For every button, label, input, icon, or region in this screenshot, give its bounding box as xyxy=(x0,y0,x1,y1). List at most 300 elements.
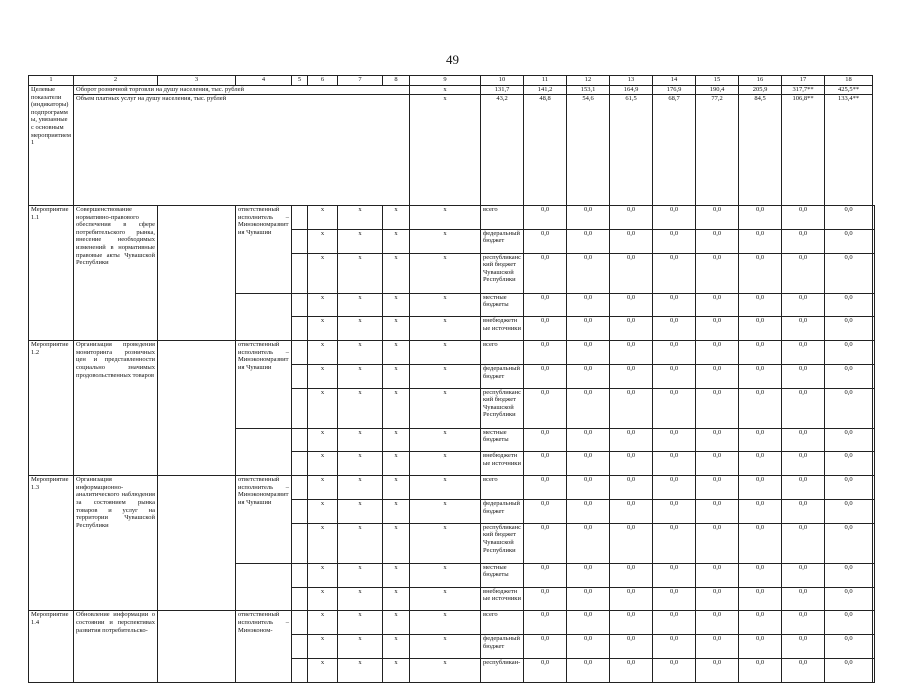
code-x: x xyxy=(410,563,481,587)
code-x: x xyxy=(308,341,338,365)
funding-value: 0,0 xyxy=(696,523,739,563)
column-number: 8 xyxy=(383,76,410,86)
indicator-value: 164,9 xyxy=(610,86,653,95)
program-table xyxy=(28,75,875,683)
column-number: 16 xyxy=(739,76,782,86)
code-x: x xyxy=(338,635,383,659)
funding-source: республикан- xyxy=(481,658,524,682)
funding-value: 0,0 xyxy=(782,587,825,611)
code-x: x xyxy=(410,523,481,563)
funding-value: 0,0 xyxy=(653,341,696,365)
funding-value: 0,0 xyxy=(696,658,739,682)
code-x: x xyxy=(308,587,338,611)
code-cell xyxy=(292,587,308,611)
funding-value: 0,0 xyxy=(825,500,873,524)
indicator-value: 141,2 xyxy=(524,86,567,95)
indicator-value: 190,4 xyxy=(696,86,739,95)
funding-value: 0,0 xyxy=(653,452,696,476)
funding-value xyxy=(873,341,875,365)
funding-value: 0,0 xyxy=(653,428,696,452)
funding-value: 0,0 xyxy=(696,317,739,341)
funding-value: 0,0 xyxy=(653,229,696,253)
funding-value xyxy=(873,611,875,635)
funding-value xyxy=(873,635,875,659)
funding-value: 0,0 xyxy=(610,388,653,428)
indicator-value: 84,5 xyxy=(739,95,782,206)
code-x: x xyxy=(338,341,383,365)
code-x: x xyxy=(383,364,410,388)
column-number: 10 xyxy=(481,76,524,86)
code-x: x xyxy=(383,317,410,341)
funding-value: 0,0 xyxy=(739,635,782,659)
code-x: x xyxy=(383,253,410,293)
funding-value: 0,0 xyxy=(825,206,873,230)
indicator-value: 48,8 xyxy=(524,95,567,206)
funding-value: 0,0 xyxy=(567,229,610,253)
funding-value: 0,0 xyxy=(782,253,825,293)
indicator-name: Оборот розничной торговли на душу населения, тыс. рублей xyxy=(74,86,410,95)
code-x: x xyxy=(308,364,338,388)
measure-responsible-empty xyxy=(236,563,292,611)
funding-value: 0,0 xyxy=(524,229,567,253)
measure-responsible: ответственный исполнитель – Минэкономразвития Чувашии xyxy=(236,476,292,564)
column-number: 4 xyxy=(236,76,292,86)
column-number: 3 xyxy=(158,76,236,86)
funding-value: 0,0 xyxy=(739,658,782,682)
code-x: x xyxy=(338,500,383,524)
funding-value: 0,0 xyxy=(825,428,873,452)
indicator-value: 77,2 xyxy=(696,95,739,206)
funding-value: 0,0 xyxy=(567,658,610,682)
code-x: x xyxy=(308,229,338,253)
funding-value: 0,0 xyxy=(825,563,873,587)
funding-value: 0,0 xyxy=(653,364,696,388)
measure-label: Мероприятие 1.2 xyxy=(29,341,74,476)
funding-value: 0,0 xyxy=(610,452,653,476)
funding-value: 0,0 xyxy=(825,452,873,476)
code-x: x xyxy=(338,388,383,428)
funding-value: 0,0 xyxy=(524,388,567,428)
code-cell xyxy=(292,611,308,635)
code-x: x xyxy=(308,428,338,452)
funding-value: 0,0 xyxy=(739,523,782,563)
funding-value: 0,0 xyxy=(524,428,567,452)
measure-empty-cell xyxy=(158,476,236,611)
funding-value: 0,0 xyxy=(782,229,825,253)
funding-value: 0,0 xyxy=(567,452,610,476)
funding-value: 0,0 xyxy=(739,206,782,230)
funding-value: 0,0 xyxy=(739,341,782,365)
funding-value: 0,0 xyxy=(567,563,610,587)
funding-value: 0,0 xyxy=(567,635,610,659)
indicators-label: Целевые показатели (индикаторы) подпрограммы, увязанные с основным мероприятием 1 xyxy=(29,86,74,206)
funding-value: 0,0 xyxy=(567,293,610,317)
indicator-value: 106,8** xyxy=(782,95,825,206)
funding-value: 0,0 xyxy=(653,206,696,230)
code-cell xyxy=(292,388,308,428)
measure-responsible: ответственный исполнитель – Минэконом- xyxy=(236,611,292,682)
funding-value: 0,0 xyxy=(782,523,825,563)
code-x: x xyxy=(410,611,481,635)
funding-value: 0,0 xyxy=(610,229,653,253)
code-x: x xyxy=(383,523,410,563)
code-cell xyxy=(292,452,308,476)
code-x: x xyxy=(383,611,410,635)
code-x: x xyxy=(308,206,338,230)
funding-value: 0,0 xyxy=(782,500,825,524)
funding-source: местные бюджеты xyxy=(481,428,524,452)
funding-value: 0,0 xyxy=(524,523,567,563)
funding-value: 0,0 xyxy=(782,635,825,659)
funding-value: 0,0 xyxy=(524,635,567,659)
code-x: x xyxy=(338,253,383,293)
funding-value: 0,0 xyxy=(567,428,610,452)
funding-value: 0,0 xyxy=(825,587,873,611)
measure-row xyxy=(29,206,875,230)
funding-value: 0,0 xyxy=(524,500,567,524)
funding-value: 0,0 xyxy=(739,388,782,428)
funding-value: 0,0 xyxy=(610,293,653,317)
funding-value: 0,0 xyxy=(524,293,567,317)
column-number: 15 xyxy=(696,76,739,86)
code-x: x xyxy=(308,563,338,587)
funding-value: 0,0 xyxy=(825,635,873,659)
funding-value: 0,0 xyxy=(739,428,782,452)
code-x: x xyxy=(308,388,338,428)
funding-value: 0,0 xyxy=(696,563,739,587)
code-x: x xyxy=(338,428,383,452)
funding-value: 0,0 xyxy=(567,253,610,293)
code-x: x xyxy=(410,364,481,388)
code-cell xyxy=(292,229,308,253)
indicator-value: 43,2 xyxy=(481,95,524,206)
code-x: x xyxy=(410,253,481,293)
funding-value: 0,0 xyxy=(782,428,825,452)
funding-source: внебюджетные источники xyxy=(481,587,524,611)
code-cell xyxy=(292,428,308,452)
funding-value: 0,0 xyxy=(567,523,610,563)
funding-value: 0,0 xyxy=(653,523,696,563)
code-x: x xyxy=(308,611,338,635)
funding-value: 0,0 xyxy=(739,452,782,476)
funding-value: 0,0 xyxy=(653,611,696,635)
code-cell xyxy=(292,563,308,587)
code-x: x xyxy=(383,388,410,428)
funding-value: 0,0 xyxy=(825,611,873,635)
funding-value: 0,0 xyxy=(825,388,873,428)
code-x: x xyxy=(338,523,383,563)
code-cell xyxy=(292,476,308,500)
funding-value: 0,0 xyxy=(825,341,873,365)
code-x: x xyxy=(410,388,481,428)
funding-value: 0,0 xyxy=(739,587,782,611)
column-number: 6 xyxy=(308,76,338,86)
code-x: x xyxy=(338,452,383,476)
funding-value: 0,0 xyxy=(825,658,873,682)
funding-value: 0,0 xyxy=(610,206,653,230)
measure-label: Мероприятие 1.4 xyxy=(29,611,74,682)
funding-source: республиканский бюджет Чувашской Республики xyxy=(481,253,524,293)
funding-value: 0,0 xyxy=(524,452,567,476)
indicator-value: 425,5** xyxy=(825,86,873,95)
column-number: 13 xyxy=(610,76,653,86)
funding-value: 0,0 xyxy=(524,611,567,635)
funding-value xyxy=(873,452,875,476)
funding-value: 0,0 xyxy=(739,253,782,293)
code-x: x xyxy=(338,658,383,682)
funding-source: местные бюджеты xyxy=(481,293,524,317)
code-cell xyxy=(292,317,308,341)
code-x: x xyxy=(338,587,383,611)
funding-value: 0,0 xyxy=(653,388,696,428)
funding-value: 0,0 xyxy=(696,611,739,635)
code-x: x xyxy=(383,452,410,476)
funding-value: 0,0 xyxy=(782,293,825,317)
code-x: x xyxy=(308,523,338,563)
indicator-value: 176,9 xyxy=(653,86,696,95)
funding-value: 0,0 xyxy=(610,587,653,611)
funding-value: 0,0 xyxy=(696,293,739,317)
funding-value: 0,0 xyxy=(610,341,653,365)
funding-source: федеральный бюджет xyxy=(481,364,524,388)
indicator-row xyxy=(29,86,875,95)
funding-source: федеральный бюджет xyxy=(481,500,524,524)
funding-value xyxy=(873,563,875,587)
funding-value xyxy=(873,476,875,500)
code-x: x xyxy=(383,563,410,587)
code-x: x xyxy=(338,317,383,341)
funding-value: 0,0 xyxy=(610,253,653,293)
code-x: x xyxy=(383,500,410,524)
funding-value: 0,0 xyxy=(653,563,696,587)
funding-value: 0,0 xyxy=(782,658,825,682)
funding-source: республиканский бюджет Чувашской Республики xyxy=(481,523,524,563)
funding-value xyxy=(873,500,875,524)
code-x: x xyxy=(410,658,481,682)
funding-value: 0,0 xyxy=(696,206,739,230)
column-number: 7 xyxy=(338,76,383,86)
funding-value: 0,0 xyxy=(782,341,825,365)
funding-value: 0,0 xyxy=(696,500,739,524)
funding-value: 0,0 xyxy=(524,587,567,611)
measure-row xyxy=(29,476,875,500)
funding-value: 0,0 xyxy=(696,253,739,293)
funding-value xyxy=(873,293,875,317)
funding-source: всего xyxy=(481,341,524,365)
code-x: x xyxy=(308,635,338,659)
code-cell xyxy=(292,658,308,682)
funding-value xyxy=(873,587,875,611)
funding-value xyxy=(873,253,875,293)
code-x: x xyxy=(308,452,338,476)
funding-value: 0,0 xyxy=(696,587,739,611)
funding-value: 0,0 xyxy=(825,253,873,293)
funding-value: 0,0 xyxy=(825,523,873,563)
indicator-value: 153,1 xyxy=(567,86,610,95)
funding-value: 0,0 xyxy=(653,293,696,317)
code-cell xyxy=(292,500,308,524)
funding-value: 0,0 xyxy=(653,476,696,500)
code-cell xyxy=(292,523,308,563)
column-number: 18 xyxy=(825,76,873,86)
code-x: x xyxy=(410,500,481,524)
code-cell xyxy=(292,253,308,293)
code-x: x xyxy=(338,364,383,388)
funding-value: 0,0 xyxy=(567,317,610,341)
funding-value: 0,0 xyxy=(782,611,825,635)
code-x: x xyxy=(308,293,338,317)
funding-value: 0,0 xyxy=(610,364,653,388)
code-cell xyxy=(292,341,308,365)
funding-value: 0,0 xyxy=(610,563,653,587)
code-x: x xyxy=(308,500,338,524)
measure-responsible-empty xyxy=(236,428,292,476)
funding-value: 0,0 xyxy=(524,317,567,341)
funding-value: 0,0 xyxy=(524,364,567,388)
code-x: x xyxy=(338,293,383,317)
funding-value: 0,0 xyxy=(739,364,782,388)
column-number: 12 xyxy=(567,76,610,86)
funding-value: 0,0 xyxy=(696,635,739,659)
measure-label: Мероприятие 1.1 xyxy=(29,206,74,341)
indicator-value: 131,7 xyxy=(481,86,524,95)
funding-value: 0,0 xyxy=(567,476,610,500)
code-x: x xyxy=(338,611,383,635)
column-number: 1 xyxy=(29,76,74,86)
funding-value: 0,0 xyxy=(567,341,610,365)
measure-empty-cell xyxy=(158,341,236,476)
funding-value: 0,0 xyxy=(653,587,696,611)
funding-value: 0,0 xyxy=(739,317,782,341)
funding-value xyxy=(873,206,875,230)
code-x: x xyxy=(383,293,410,317)
indicator-value: 61,5 xyxy=(610,95,653,206)
column-number: 17 xyxy=(782,76,825,86)
funding-value: 0,0 xyxy=(524,658,567,682)
code-x: x xyxy=(383,476,410,500)
code-x: x xyxy=(410,476,481,500)
funding-value: 0,0 xyxy=(739,563,782,587)
funding-value: 0,0 xyxy=(653,635,696,659)
funding-value: 0,0 xyxy=(739,500,782,524)
measure-name: Совершенствование нормативно-правового обеспечения в сфере потребительского рынка, внесение необходимых изменений в нормативные правовые акты Чувашской Республики xyxy=(74,206,158,341)
measure-name: Обновление информации о состоянии и перспективах развития потребительско- xyxy=(74,611,158,682)
code-x: x xyxy=(308,253,338,293)
code-x: x xyxy=(410,229,481,253)
code-x: x xyxy=(383,206,410,230)
funding-value: 0,0 xyxy=(782,388,825,428)
code-x: x xyxy=(338,229,383,253)
indicator-value: 317,7** xyxy=(782,86,825,95)
indicator-value: 205,9 xyxy=(739,86,782,95)
code-x: x xyxy=(383,587,410,611)
funding-value xyxy=(873,229,875,253)
indicator-name: Объем платных услуг на душу населения, тыс. рублей xyxy=(74,95,410,206)
funding-source: всего xyxy=(481,476,524,500)
funding-value: 0,0 xyxy=(739,229,782,253)
funding-value: 0,0 xyxy=(825,364,873,388)
funding-value xyxy=(873,428,875,452)
code-x: x xyxy=(410,341,481,365)
funding-source: всего xyxy=(481,206,524,230)
funding-value: 0,0 xyxy=(696,476,739,500)
funding-value xyxy=(873,388,875,428)
column-number: 5 xyxy=(292,76,308,86)
measure-empty-cell xyxy=(158,611,236,682)
funding-value: 0,0 xyxy=(524,563,567,587)
funding-value: 0,0 xyxy=(825,293,873,317)
code-x: x xyxy=(383,229,410,253)
code-x: x xyxy=(338,563,383,587)
measure-empty-cell xyxy=(158,206,236,341)
funding-value: 0,0 xyxy=(782,563,825,587)
measure-row xyxy=(29,341,875,365)
measure-responsible: ответственный исполнитель – Минэкономразвития Чувашии xyxy=(236,341,292,429)
code-x: x xyxy=(383,658,410,682)
funding-value: 0,0 xyxy=(567,587,610,611)
funding-value: 0,0 xyxy=(567,611,610,635)
funding-source: республиканский бюджет Чувашской Республики xyxy=(481,388,524,428)
funding-value: 0,0 xyxy=(610,658,653,682)
indicator-x: x xyxy=(410,86,481,95)
column-number: 9 xyxy=(410,76,481,86)
page-number: 49 xyxy=(446,52,459,67)
funding-value: 0,0 xyxy=(782,452,825,476)
funding-source: всего xyxy=(481,611,524,635)
column-number: 14 xyxy=(653,76,696,86)
funding-value: 0,0 xyxy=(696,341,739,365)
code-cell xyxy=(292,364,308,388)
funding-value: 0,0 xyxy=(739,611,782,635)
indicator-value: 133,4** xyxy=(825,95,873,206)
measure-name: Организация информационно-аналитического наблюдения за состоянием рынка товаров и услуг на территории Чувашской Республики xyxy=(74,476,158,611)
funding-value: 0,0 xyxy=(782,364,825,388)
code-x: x xyxy=(308,317,338,341)
code-x: x xyxy=(410,635,481,659)
funding-value: 0,0 xyxy=(567,364,610,388)
funding-value: 0,0 xyxy=(782,206,825,230)
funding-value: 0,0 xyxy=(653,253,696,293)
column-number: 11 xyxy=(524,76,567,86)
measure-row xyxy=(29,611,875,635)
funding-value: 0,0 xyxy=(825,229,873,253)
funding-value: 0,0 xyxy=(567,206,610,230)
funding-source: местные бюджеты xyxy=(481,563,524,587)
code-x: x xyxy=(308,658,338,682)
funding-source: федеральный бюджет xyxy=(481,229,524,253)
indicator-value: 54,6 xyxy=(567,95,610,206)
code-x: x xyxy=(383,635,410,659)
code-cell xyxy=(292,635,308,659)
code-x: x xyxy=(410,206,481,230)
indicator-value: 68,7 xyxy=(653,95,696,206)
funding-value: 0,0 xyxy=(739,476,782,500)
funding-value: 0,0 xyxy=(696,452,739,476)
funding-value xyxy=(873,658,875,682)
code-x: x xyxy=(410,317,481,341)
funding-value: 0,0 xyxy=(696,428,739,452)
funding-value: 0,0 xyxy=(825,317,873,341)
funding-value: 0,0 xyxy=(610,317,653,341)
indicator-row xyxy=(29,95,875,206)
funding-value: 0,0 xyxy=(524,476,567,500)
funding-value xyxy=(873,523,875,563)
funding-value: 0,0 xyxy=(524,253,567,293)
code-cell xyxy=(292,206,308,230)
funding-value: 0,0 xyxy=(610,611,653,635)
funding-value: 0,0 xyxy=(567,500,610,524)
funding-value: 0,0 xyxy=(524,206,567,230)
